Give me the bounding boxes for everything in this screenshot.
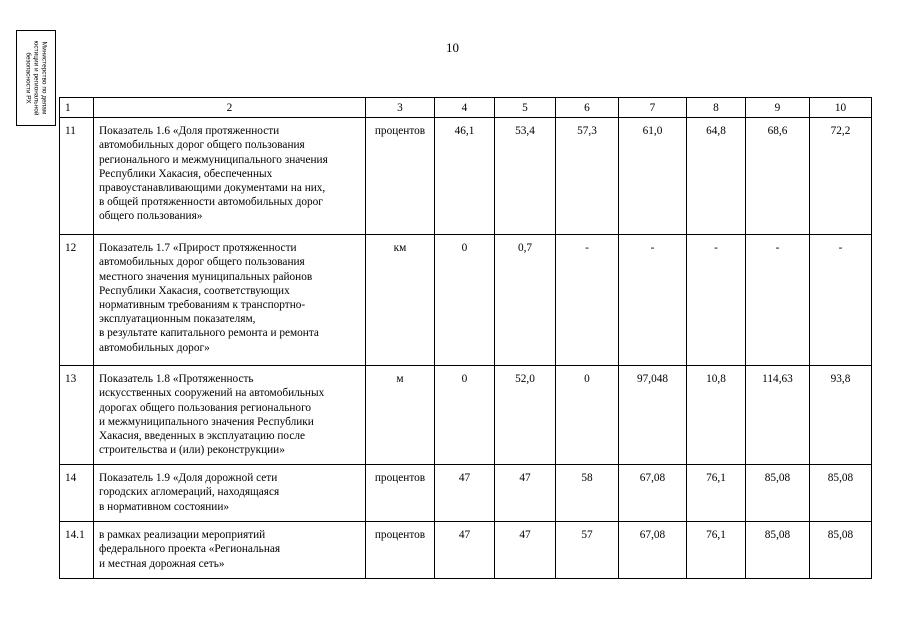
unit-cell: м xyxy=(366,366,435,465)
value-cell: 53,4 xyxy=(495,118,556,235)
table-header-row xyxy=(60,98,872,118)
value-cell: - xyxy=(619,235,687,366)
value-cell: - xyxy=(687,235,746,366)
unit-cell: процентов xyxy=(366,522,435,579)
value-cell: 57 xyxy=(556,522,619,579)
value-cell: - xyxy=(556,235,619,366)
description-line: правоустанавливающими документами на них, xyxy=(99,182,326,195)
row-number: 13 xyxy=(60,366,94,465)
indicator-description xyxy=(94,235,366,366)
value-cell: 10,8 xyxy=(687,366,746,465)
value-cell: 64,8 xyxy=(687,118,746,235)
value-cell: 0 xyxy=(435,366,495,465)
value-cell: - xyxy=(810,235,872,366)
description-line: в результате капитального ремонта и ремонта xyxy=(99,327,319,340)
description-line: федерального проекта «Региональная xyxy=(99,543,281,556)
value-cell: 0 xyxy=(556,366,619,465)
value-cell: 47 xyxy=(495,522,556,579)
indicator-description xyxy=(94,118,366,235)
description-line: местного значения муниципальных районов xyxy=(99,270,313,283)
description-line: Показатель 1.6 «Доля протяженности xyxy=(99,125,280,138)
unit-cell: процентов xyxy=(366,465,435,522)
table-row xyxy=(60,235,872,366)
value-cell: - xyxy=(746,235,810,366)
indicator-description xyxy=(94,366,366,465)
value-cell: 47 xyxy=(495,465,556,522)
description-line: регионального и межмуниципального значения xyxy=(99,153,328,166)
value-cell: 57,3 xyxy=(556,118,619,235)
column-header: 6 xyxy=(556,98,619,118)
description-line: городских агломераций, находящаяся xyxy=(99,486,280,499)
column-header: 7 xyxy=(619,98,687,118)
value-cell: 97,048 xyxy=(619,366,687,465)
description-line: дорогах общего пользования регионального xyxy=(99,401,312,414)
value-cell: 52,0 xyxy=(495,366,556,465)
value-cell: 76,1 xyxy=(687,465,746,522)
value-cell: 67,08 xyxy=(619,522,687,579)
value-cell: 85,08 xyxy=(810,522,872,579)
value-cell: 47 xyxy=(435,465,495,522)
stamp-line: безопасности РХ xyxy=(25,52,32,104)
value-cell: 58 xyxy=(556,465,619,522)
column-header: 2 xyxy=(94,98,366,118)
row-number: 12 xyxy=(60,235,94,366)
description-line: искусственных сооружений на автомобильных xyxy=(99,387,325,400)
description-line: автомобильных дорог» xyxy=(99,341,210,354)
stamp-line: Министерство по делам xyxy=(41,41,48,115)
description-line: автомобильных дорог общего пользования xyxy=(99,256,305,269)
table-row xyxy=(60,522,872,579)
column-header: 8 xyxy=(687,98,746,118)
value-cell: 0 xyxy=(435,235,495,366)
description-line: в рамках реализации мероприятий xyxy=(99,529,266,542)
indicator-description xyxy=(94,465,366,522)
page-number: 10 xyxy=(446,40,459,55)
stamp-line: юстиции и региональной xyxy=(33,40,40,116)
row-number: 11 xyxy=(60,118,94,235)
description-line: строительства и (или) реконструкции» xyxy=(99,444,285,457)
value-cell: 93,8 xyxy=(810,366,872,465)
value-cell: 46,1 xyxy=(435,118,495,235)
value-cell: 72,2 xyxy=(810,118,872,235)
description-line: в общей протяженности автомобильных дорог xyxy=(99,196,323,209)
unit-cell: км xyxy=(366,235,435,366)
value-cell: 85,08 xyxy=(746,465,810,522)
table-row xyxy=(60,118,872,235)
row-number: 14 xyxy=(60,465,94,522)
description-line: в нормативном состоянии» xyxy=(99,500,230,513)
row-number: 14.1 xyxy=(60,522,94,579)
description-line: и местная дорожная сеть» xyxy=(99,557,225,570)
value-cell: 68,6 xyxy=(746,118,810,235)
description-line: Показатель 1.9 «Доля дорожной сети xyxy=(99,472,278,485)
value-cell: 85,08 xyxy=(810,465,872,522)
column-header: 3 xyxy=(366,98,435,118)
column-header: 9 xyxy=(746,98,810,118)
value-cell: 67,08 xyxy=(619,465,687,522)
unit-cell: процентов xyxy=(366,118,435,235)
description-line: общего пользования» xyxy=(99,210,203,223)
indicator-description xyxy=(94,522,366,579)
indicators-table xyxy=(59,97,872,579)
value-cell: 47 xyxy=(435,522,495,579)
value-cell: 61,0 xyxy=(619,118,687,235)
description-line: нормативным требованиям к транспортно- xyxy=(99,299,306,312)
description-line: Республики Хакасия, обеспеченных xyxy=(99,167,273,180)
column-header: 4 xyxy=(435,98,495,118)
table-row xyxy=(60,465,872,522)
value-cell: 114,63 xyxy=(746,366,810,465)
value-cell: 0,7 xyxy=(495,235,556,366)
column-header: 5 xyxy=(495,98,556,118)
description-line: эксплуатационным показателям, xyxy=(99,313,256,326)
column-header: 10 xyxy=(810,98,872,118)
column-header: 1 xyxy=(60,98,94,118)
description-line: автомобильных дорог общего пользования xyxy=(99,139,305,152)
description-line: Хакасия, введенных в эксплуатацию после xyxy=(99,430,306,443)
description-line: Республики Хакасия, соответствующих xyxy=(99,284,290,297)
description-line: и межмуниципального значения Республики xyxy=(99,415,314,428)
table-row xyxy=(60,366,872,465)
description-line: Показатель 1.8 «Протяженность xyxy=(99,373,254,386)
value-cell: 76,1 xyxy=(687,522,746,579)
value-cell: 85,08 xyxy=(746,522,810,579)
description-line: Показатель 1.7 «Прирост протяженности xyxy=(99,242,297,255)
